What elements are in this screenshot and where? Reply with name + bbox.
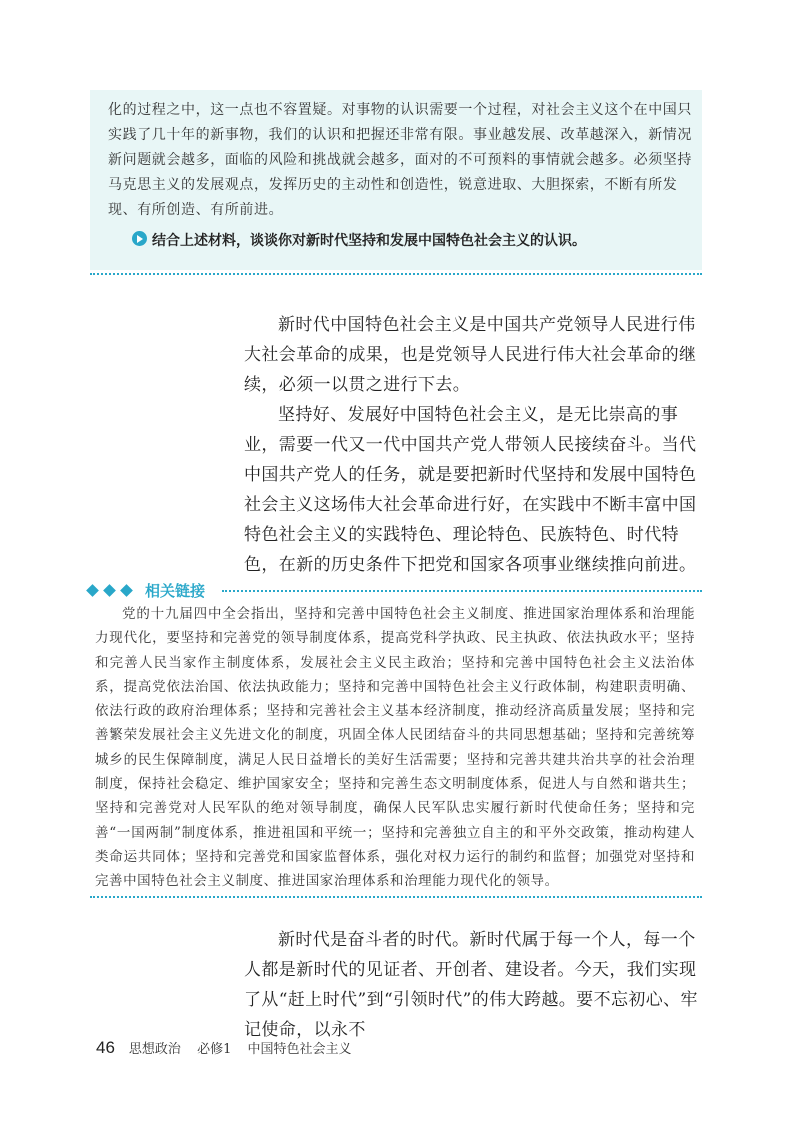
body-paragraph-closing: 新时代是奋斗者的时代。新时代属于每一个人，每一个人都是新时代的见证者、开创者、建设者。今天，我们实现了从“赶上时代”到“引领时代”的伟大跨越。要不忘初心、牢记使命，以永不 [244,930,698,1040]
divider-dotted-top [90,273,702,275]
body-paragraph: 坚持好、发展好中国特色社会主义，是无比崇高的事业，需要一代又一代中国共产党人带领人民接续奋斗。当代中国共产党人的任务，就是要把新时代坚持和发展中国特色社会主义这场伟大社会革命进行好，在实践中不断丰富中国特色社会主义的实践特色、理论特色、民族特色、时代特色，在新的历史条件下把党和国家各项事业继续推向前进。 [244,405,697,575]
footer-volume: 必修1 [197,1042,232,1057]
body-section-2 [244,925,704,1045]
discussion-prompt: 结合上述材料，谈谈你对新时代坚持和发展中国特色社会主义的认识。 [152,233,586,249]
footer-text [129,1038,364,1057]
play-arrow-icon [132,231,147,246]
page-footer [96,1038,364,1058]
divider-dotted-bottom [90,896,702,898]
related-link-header [88,578,205,602]
related-link-text: 党的十九届四中全会指出，坚持和完善中国特色社会主义制度、推进国家治理体系和治理能力现代化，要坚持和完善党的领导制度体系，提高党科学执政、民主执政、依法执政水平；坚持和完善人民当家作主制度体系，发展社会主义民主政治；坚持和完善中国特色社会主义法治体系，提高党依法治国、依法执政能力；坚持和完善中国特色社会主义行政体制，构建职责明确、依法行政的政府治理体系；坚持和完善社会主义基本经济制度，推动经济高质量发展；坚持和完善繁荣发展社会主义先进文化的制度，巩固全体人民团结奋斗的共同思想基础；坚持和完善统筹城乡的民生保障制度，满足人民日益增长的美好生活需要；坚持和完善共建共治共享的社会治理制度，保持社会稳定、维护国家安全；坚持和完善生态文明制度体系，促进人与自然和谐共生；坚持和完善党对人民军队的绝对领导制度，确保人民军队忠实履行新时代使命任务；坚持和完善“一国两制”制度体系，推进祖国和平统一；坚持和完善独立自主的和平外交政策，推动构建人类命运共同体；坚持和完善党和国家监督体系，强化对权力运行的制约和监督；加强党对坚持和完善中国特色社会主义制度、推进国家治理体系和治理能力现代化的领导。 [95,606,695,890]
related-link-dotted-rule [222,590,702,592]
page-number: 46 [96,1038,115,1057]
diamond-icon [120,584,133,597]
body-paragraph: 新时代中国特色社会主义是中国共产党领导人民进行伟大社会革命的成果，也是党领导人民进行伟大社会革命的继续，必须一以贯之进行下去。 [244,315,697,395]
material-text: 化的过程之中，这一点也不容置疑。对事物的认识需要一个过程，对社会主义这个在中国只实践了几十年的新事物，我们的认识和把握还非常有限。事业越发展、改革越深入，新情况新问题就会越多，面临的风险和挑战就会越多，面对的不可预料的事情就会越多。必须坚持马克思主义的发展观点，发挥历史的主动性和创造性，锐意进取、大胆探索，不断有所发现、有所创造、有所前进。 [108,102,692,218]
related-link-title: 相关链接 [145,581,206,600]
footer-book: 中国特色社会主义 [247,1042,352,1057]
diamond-icon [103,584,116,597]
body-section-1 [244,310,704,580]
footer-subject: 思想政治 [128,1042,181,1057]
diamond-icon [86,584,99,597]
